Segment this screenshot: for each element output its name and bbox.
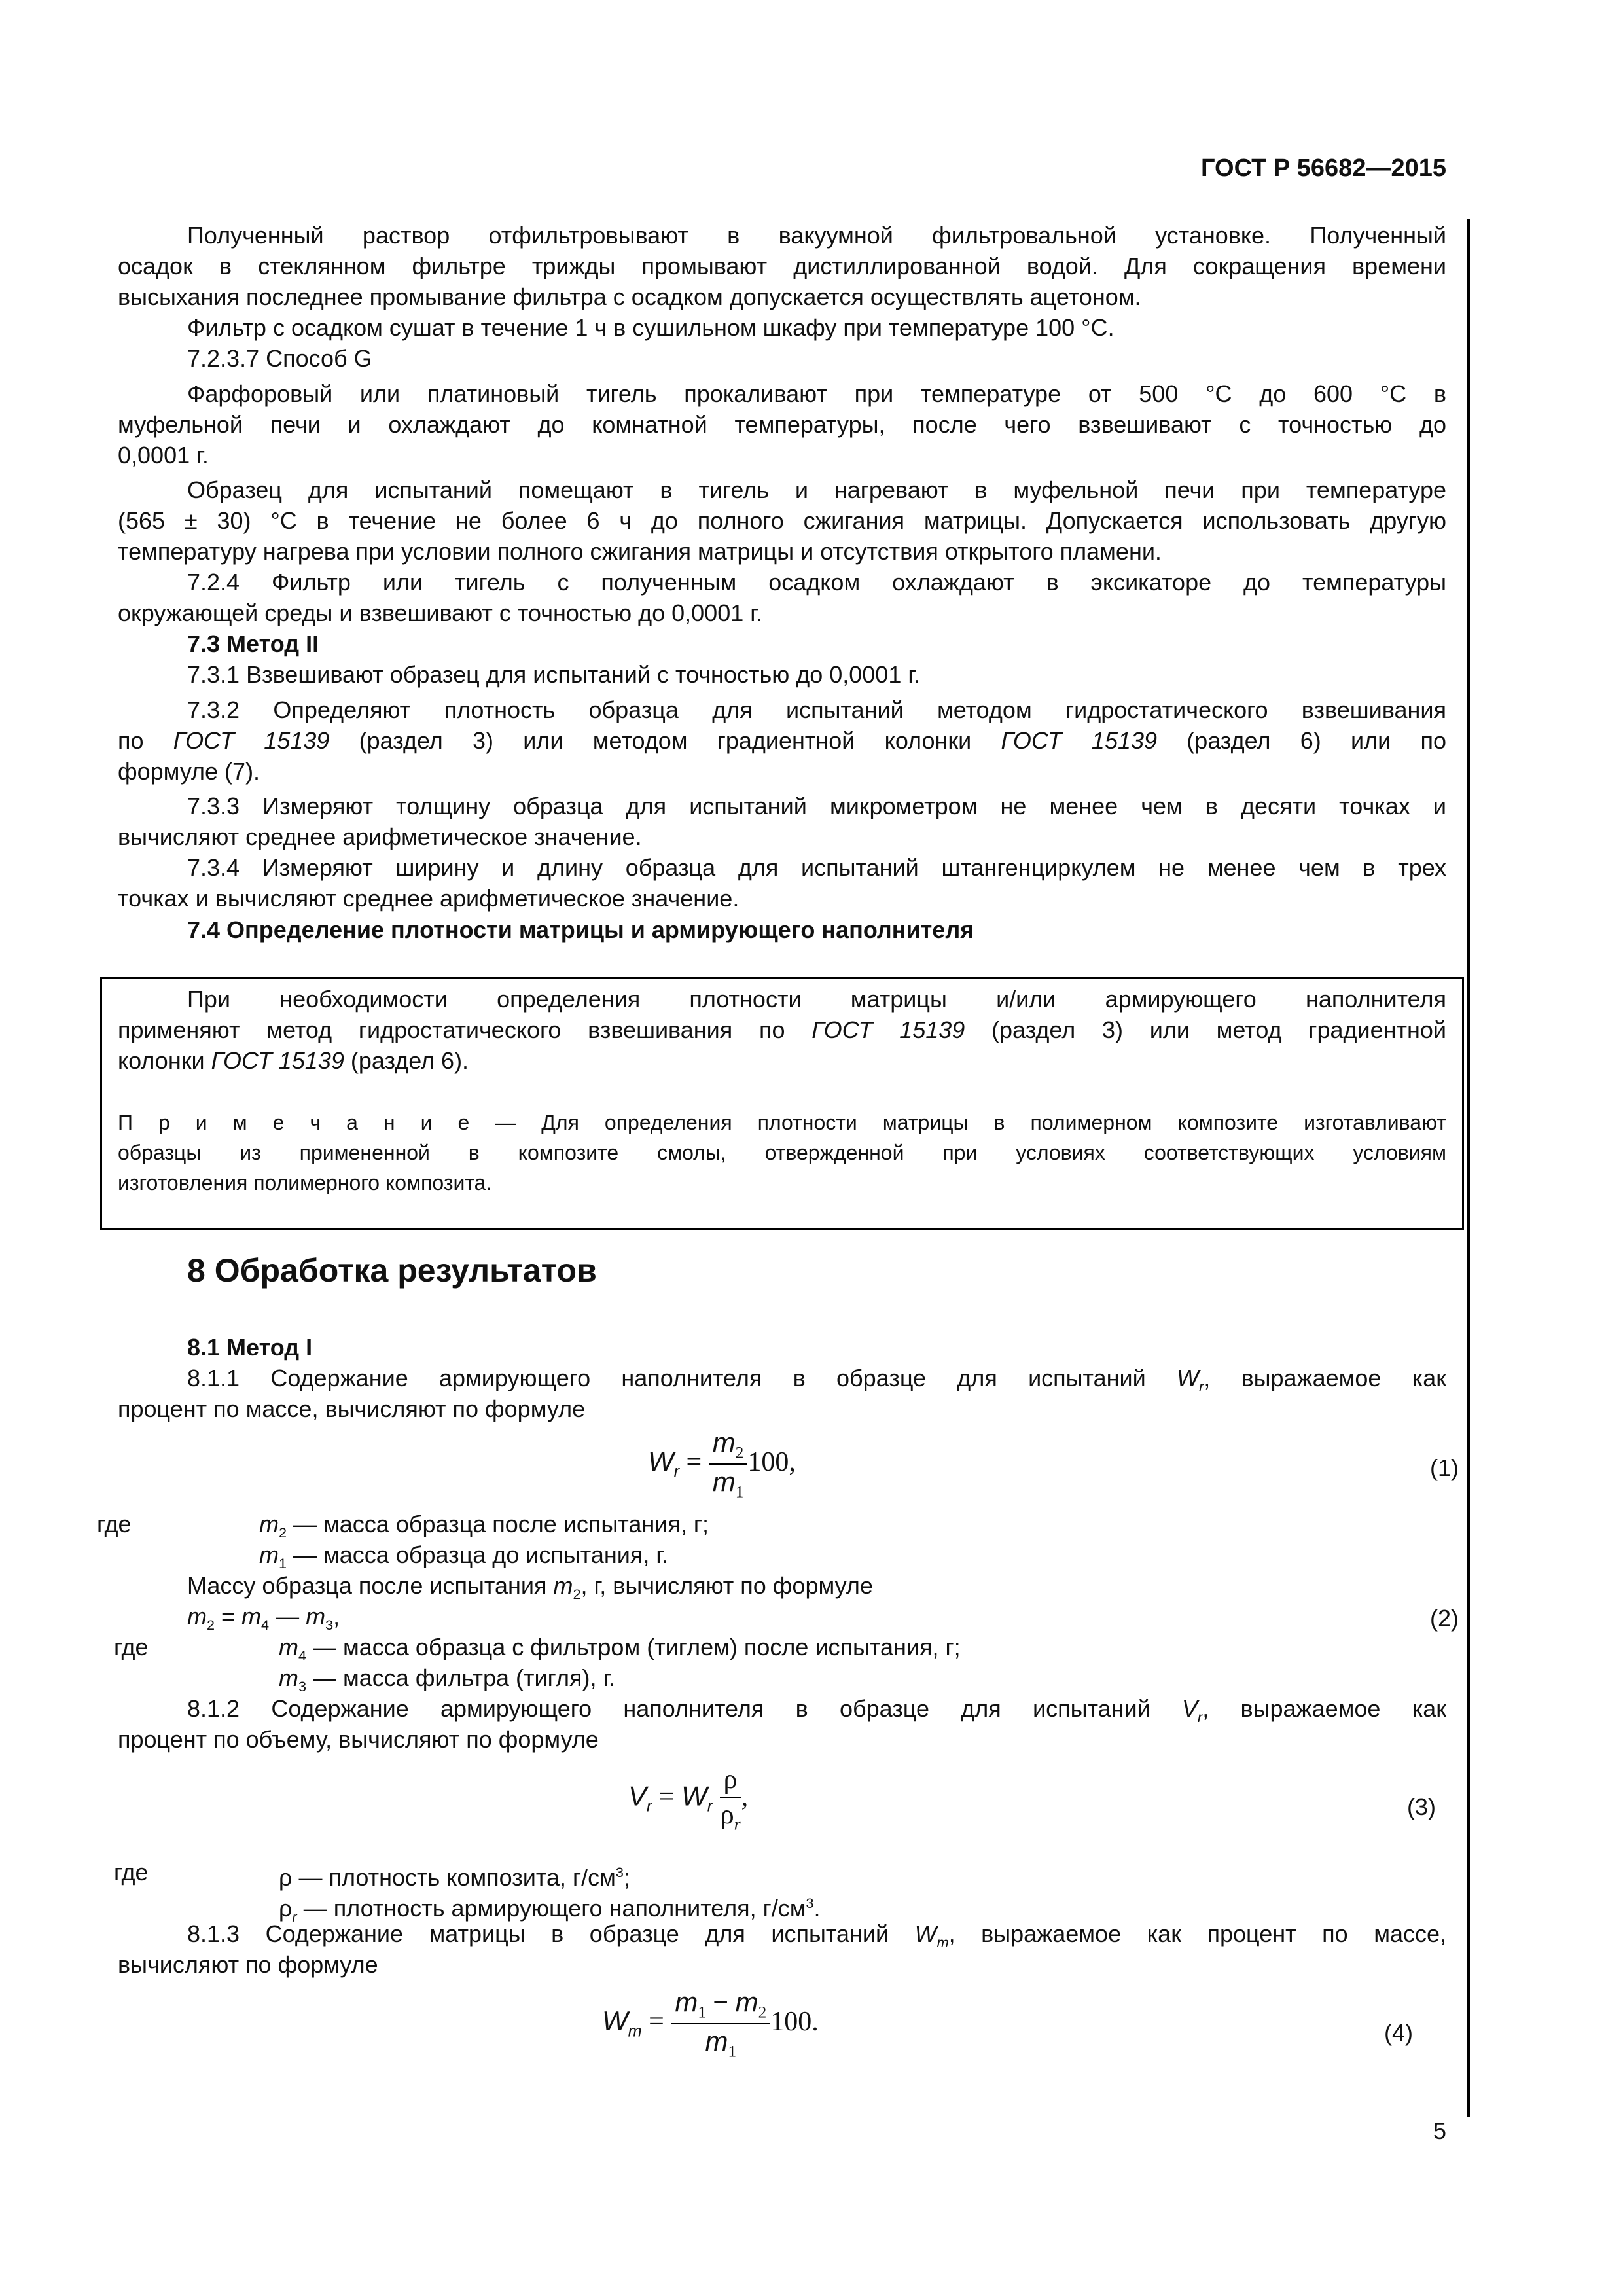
where-label: где bbox=[114, 1634, 149, 1660]
change-bar bbox=[1467, 219, 1470, 2117]
paragraph-line: вычисляют среднее арифметическое значение. bbox=[118, 823, 642, 850]
standard-reference: ГОСТ 15139 bbox=[812, 1016, 965, 1043]
paragraph-line: процент по объему, вычисляют по формуле bbox=[118, 1726, 599, 1753]
document-code: ГОСТ Р 56682—2015 bbox=[1201, 154, 1446, 182]
formula-number: (3) bbox=[1407, 1793, 1436, 1820]
standard-reference: ГОСТ 15139 bbox=[1001, 727, 1158, 754]
variable-definition: $m_1$ — масса образца до испытания, г. bbox=[259, 1541, 669, 1572]
formula-number: (4) bbox=[1384, 2019, 1413, 2046]
formula-4: $W_m$ = $\frac{m_1 - m_2}{m_1}$ 100. bbox=[602, 1986, 819, 2061]
paragraph-line: Фарфоровый или платиновый тигель прокаливают при температуре от 500 °С до 600 °С в bbox=[187, 380, 1446, 407]
variable-definition: $m_3$ — масса фильтра (тигля), г. bbox=[279, 1664, 616, 1695]
variable-definition: $m_2$ — масса образца после испытания, г; bbox=[259, 1511, 709, 1541]
note-line: образцы из примененной в композите смолы, отвержденной при условиях соответствующих условиям bbox=[118, 1141, 1446, 1164]
paragraph-line: Полученный раствор отфильтровывают в вакуумной фильтровальной установке. Полученный bbox=[187, 222, 1446, 249]
paragraph-line: 7.3.3 Измеряют толщину образца для испытаний микрометром не менее чем в десяти точках и bbox=[187, 793, 1446, 819]
variable-definition: $m_4$ — масса образца с фильтром (тиглем) после испытания, г; bbox=[279, 1634, 961, 1664]
formula-3: $V_r = W_r$ $\frac{\rho}{\rho_r}$ , bbox=[628, 1765, 749, 1834]
paragraph-line: высыхания последнее промывание фильтра с осадком допускается осуществлять ацетоном. bbox=[118, 283, 1141, 310]
paragraph-line: Фильтр с осадком сушат в течение 1 ч в сушильном шкафу при температуре 100 °С. bbox=[187, 314, 1115, 341]
standard-reference: ГОСТ 15139 bbox=[173, 727, 330, 754]
paragraph-line: Массу образца после испытания $m_2$, г, вычисляют по формуле bbox=[187, 1572, 873, 1603]
where-label: где bbox=[114, 1859, 149, 1886]
paragraph-line: 7.3.2 Определяют плотность образца для испытаний методом гидростатического взвешивания bbox=[187, 696, 1446, 723]
paragraph-line: 8.1.1 Содержание армирующего наполнителя в образце для испытаний $W_r$, выражаемое как bbox=[187, 1365, 1446, 1395]
paragraph-line: процент по массе, вычисляют по формуле bbox=[118, 1395, 586, 1422]
section-title: 8 Обработка результатов bbox=[187, 1252, 597, 1289]
standard-reference: ГОСТ 15139 bbox=[211, 1047, 344, 1074]
paragraph-line: 0,0001 г. bbox=[118, 442, 209, 469]
subsection-title: 7.2.3.7 Способ G bbox=[187, 345, 372, 372]
formula-1: $W_r$ = $\frac{m_2}{m_1}$ 100, bbox=[648, 1427, 796, 1501]
paragraph-line: 8.1.3 Содержание матрицы в образце для испытаний $W_m$, выражаемое как процент по массе, bbox=[187, 1920, 1446, 1951]
paragraph-line: Образец для испытаний помещают в тигель и нагревают в муфельной печи при температуре bbox=[187, 476, 1446, 503]
note-line: изготовления полимерного композита. bbox=[118, 1171, 492, 1194]
frame-line: применяют метод гидростатического взвешивания по ГОСТ 15139 (раздел 3) или метод градиентной bbox=[118, 1016, 1447, 1043]
note-line: П р и м е ч а н и е — Для определения плотности матрицы в полимерном композите изготавливают bbox=[118, 1111, 1446, 1134]
formula-number: (1) bbox=[1430, 1454, 1459, 1481]
paragraph-line: по ГОСТ 15139 (раздел 3) или методом градиентной колонки ГОСТ 15139 (раздел 6) или по bbox=[118, 727, 1447, 754]
paragraph-line: температуру нагрева при условии полного сжигания матрицы и отсутствия открытого пламени. bbox=[118, 538, 1162, 565]
paragraph-line: вычисляют по формуле bbox=[118, 1951, 378, 1978]
variable-definition: ρ — плотность композита, $г/см^3$; bbox=[279, 1864, 630, 1891]
subsection-title: 7.3 Метод II bbox=[187, 630, 319, 657]
paragraph-line: (565 ± 30) °С в течение не более 6 ч до полного сжигания матрицы. Допускается использовать другую bbox=[118, 507, 1446, 534]
frame-line: При необходимости определения плотности матрицы и/или армирующего наполнителя bbox=[187, 986, 1446, 1013]
formula-2: $m_2 = m_4$ — $m_3$, bbox=[187, 1603, 340, 1634]
subsection-title: 8.1 Метод I bbox=[187, 1334, 313, 1361]
where-label: где bbox=[97, 1511, 132, 1537]
variable-definition: $\rho_r$ — плотность армирующего наполнителя, $г/см^3$. bbox=[279, 1895, 821, 1926]
paragraph-line: муфельной печи и охлаждают до комнатной температуры, после чего взвешивают с точностью до bbox=[118, 411, 1446, 438]
paragraph-line: окружающей среды и взвешивают с точностью до 0,0001 г. bbox=[118, 600, 762, 626]
formula-number: (2) bbox=[1430, 1605, 1459, 1632]
paragraph-line: 7.3.4 Измеряют ширину и длину образца для испытаний штангенциркулем не менее чем в трех bbox=[187, 854, 1446, 881]
page-number: 5 bbox=[1433, 2117, 1446, 2144]
paragraph-line: 7.2.4 Фильтр или тигель с полученным осадком охлаждают в эксикаторе до температуры bbox=[187, 569, 1446, 596]
paragraph-line: 8.1.2 Содержание армирующего наполнителя в образце для испытаний $V_r$, выражаемое как bbox=[187, 1695, 1447, 1726]
frame-line: колонки ГОСТ 15139 (раздел 6). bbox=[118, 1047, 469, 1074]
paragraph-line: 7.3.1 Взвешивают образец для испытаний с точностью до 0,0001 г. bbox=[187, 661, 921, 688]
paragraph-line: точках и вычисляют среднее арифметическое значение. bbox=[118, 885, 740, 912]
paragraph-line: формуле (7). bbox=[118, 758, 260, 785]
paragraph-line: осадок в стеклянном фильтре трижды промывают дистиллированной водой. Для сокращения времени bbox=[118, 253, 1446, 279]
subsection-title: 7.4 Определение плотности матрицы и армирующего наполнителя bbox=[187, 916, 974, 943]
